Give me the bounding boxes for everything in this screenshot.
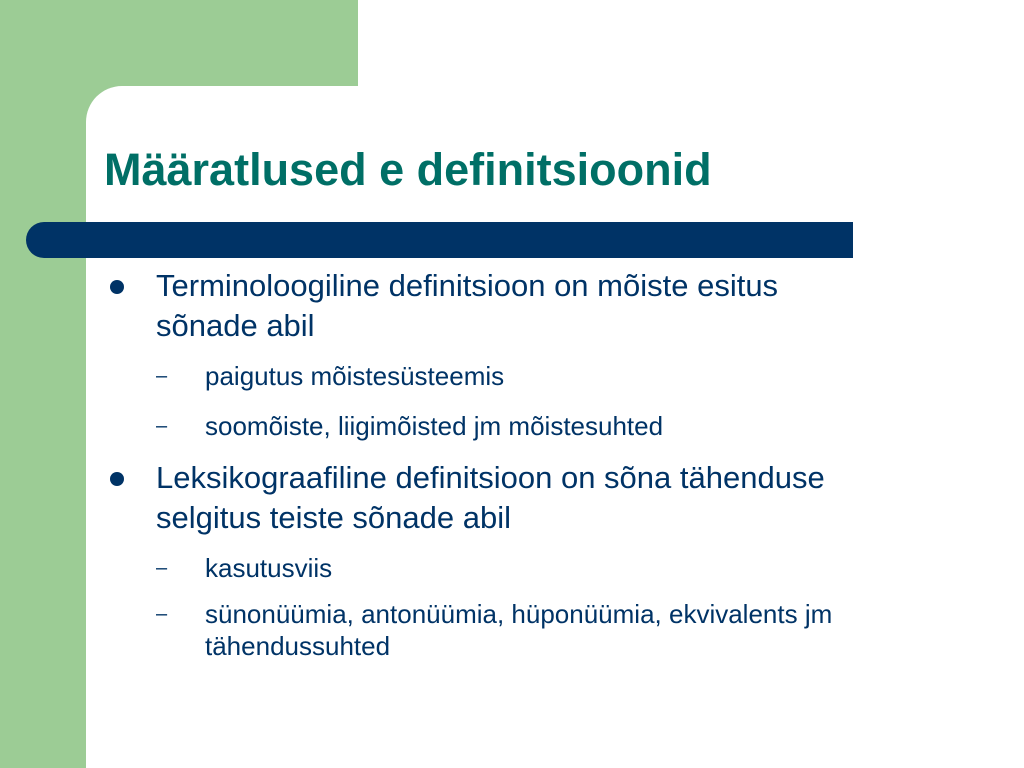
sub-bullet-text: soomõiste, liigimõisted jm mõistesuhted — [205, 411, 664, 441]
bullet-text: Leksikograafiline definitsioon on sõna tähenduse selgitus teiste sõnade abil — [156, 460, 825, 535]
bullet-item — [104, 266, 864, 346]
sub-bullet-text: paigutus mõistesüsteemis — [205, 361, 505, 391]
sub-bullet-text: sünonüümia, antonüümia, hüponüümia, ekvivalents jm tähendussuhted — [205, 599, 833, 661]
sub-bullet-item — [104, 410, 864, 442]
sub-bullet-item — [104, 552, 864, 584]
sub-bullet-item — [104, 360, 864, 392]
dash-icon: – — [156, 603, 168, 625]
bullet-item — [104, 458, 864, 538]
bullet-dot-icon — [110, 280, 124, 294]
sub-bullet-item — [104, 598, 864, 662]
sub-bullet-text: kasutusviis — [205, 553, 333, 583]
dash-icon: – — [156, 365, 168, 387]
dash-icon: – — [156, 415, 168, 437]
title-underline-bar — [26, 222, 853, 258]
bullet-text: Terminoloogiline definitsioon on mõiste esitus sõnade abil — [156, 268, 779, 343]
bullet-list — [104, 266, 864, 662]
bullet-dot-icon — [110, 472, 124, 486]
dash-icon: – — [156, 557, 168, 579]
slide-title: Määratlused e definitsioonid — [104, 144, 712, 195]
